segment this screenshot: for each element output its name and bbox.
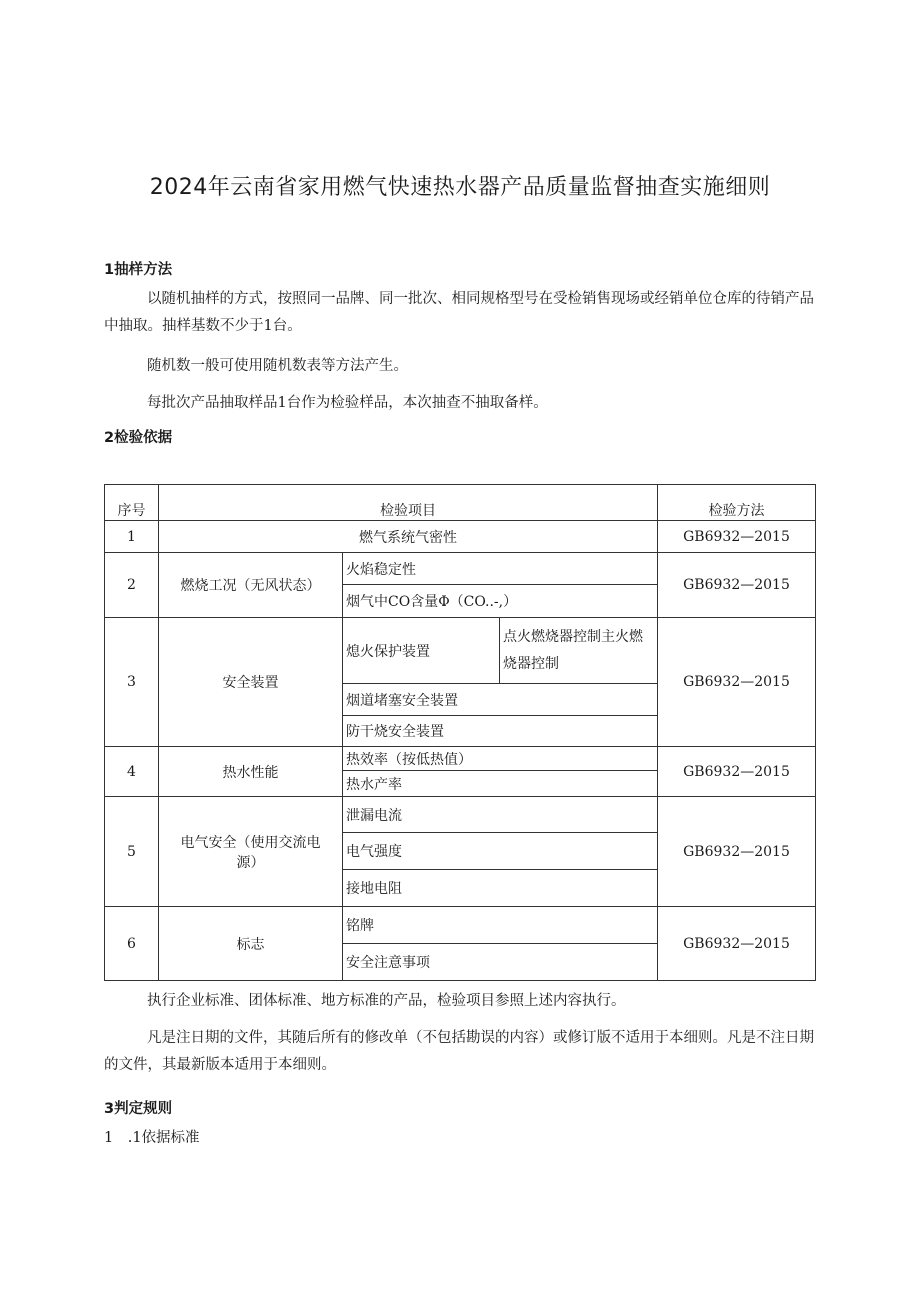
cell-sub-item: 安全注意事项 — [343, 944, 658, 981]
cell-no: 5 — [105, 797, 159, 907]
cell-sub-item: 电气强度 — [343, 833, 658, 870]
cell-sub-item: 烟气中CO含量Φ（CO..-,） — [343, 585, 658, 618]
cell-category: 燃烧工况（无风状态） — [159, 553, 343, 618]
cell-sub-item: 热水产率 — [343, 771, 658, 797]
cell-category: 电气安全（使用交流电源） — [159, 797, 343, 907]
cell-method: GB6932—2015 — [658, 521, 816, 553]
cell-method: GB6932—2015 — [658, 747, 816, 797]
cell-sub-item: 熄火保护装置 — [343, 618, 500, 684]
cell-method: GB6932—2015 — [658, 797, 816, 907]
cell-sub-detail: 点火燃烧器控制主火燃烧器控制 — [500, 618, 658, 684]
cell-no: 1 — [105, 521, 159, 553]
section-2-heading: 2检验依据 — [104, 430, 173, 446]
cell-sub-item: 接地电阻 — [343, 870, 658, 907]
section-3-heading: 3判定规则 — [104, 1101, 173, 1117]
sampling-paragraph-3: 每批次产品抽取样品1台作为检验样品，本次抽查不抽取备样。 — [147, 395, 548, 411]
table-row — [105, 618, 816, 684]
cell-category: 标志 — [159, 907, 343, 981]
cell-no: 3 — [105, 618, 159, 747]
note-paragraph-1: 执行企业标准、团体标准、地方标准的产品，检验项目参照上述内容执行。 — [147, 993, 626, 1009]
section-3-subheading: 1 .1依据标准 — [104, 1130, 200, 1146]
sampling-paragraph-2: 随机数一般可使用随机数表等方法产生。 — [147, 358, 408, 374]
header-method: 检验方法 — [658, 485, 816, 521]
table-row — [105, 747, 816, 771]
cell-sub-item: 火焰稳定性 — [343, 553, 658, 585]
header-no: 序号 — [105, 485, 159, 521]
cell-sub-item: 烟道堵塞安全装置 — [343, 684, 658, 716]
table-row — [105, 797, 816, 833]
cell-method: GB6932—2015 — [658, 618, 816, 747]
page-title: 2024年云南省家用燃气快速热水器产品质量监督抽查实施细则 — [149, 175, 771, 200]
cell-method: GB6932—2015 — [658, 907, 816, 981]
table-row — [105, 553, 816, 585]
inspection-table — [104, 484, 816, 981]
cell-no: 4 — [105, 747, 159, 797]
header-item: 检验项目 — [159, 485, 658, 521]
cell-item: 燃气系统气密性 — [159, 521, 658, 553]
cell-sub-item: 铭牌 — [343, 907, 658, 944]
note-paragraph-2: 凡是注日期的文件，其随后所有的修改单（不包括勘误的内容）或修订版不适用于本细则。凡是不注日期的文件，其最新版本适用于本细则。 — [104, 1030, 814, 1073]
table-row — [105, 907, 816, 944]
cell-sub-item: 防干烧安全装置 — [343, 716, 658, 747]
cell-no: 2 — [105, 553, 159, 618]
section-1-heading: 1抽样方法 — [104, 262, 173, 278]
table-header-row — [105, 485, 816, 521]
cell-method: GB6932—2015 — [658, 553, 816, 618]
sampling-paragraph-1: 以随机抽样的方式，按照同一品牌、同一批次、相同规格型号在受检销售现场或经销单位仓库的待销产品中抽取。抽样基数不少于1台。 — [104, 291, 814, 334]
table-row — [105, 521, 816, 553]
cell-category: 安全装置 — [159, 618, 343, 747]
cell-sub-item: 泄漏电流 — [343, 797, 658, 833]
cell-no: 6 — [105, 907, 159, 981]
cell-category: 热水性能 — [159, 747, 343, 797]
cell-sub-item: 热效率（按低热值） — [343, 747, 658, 771]
